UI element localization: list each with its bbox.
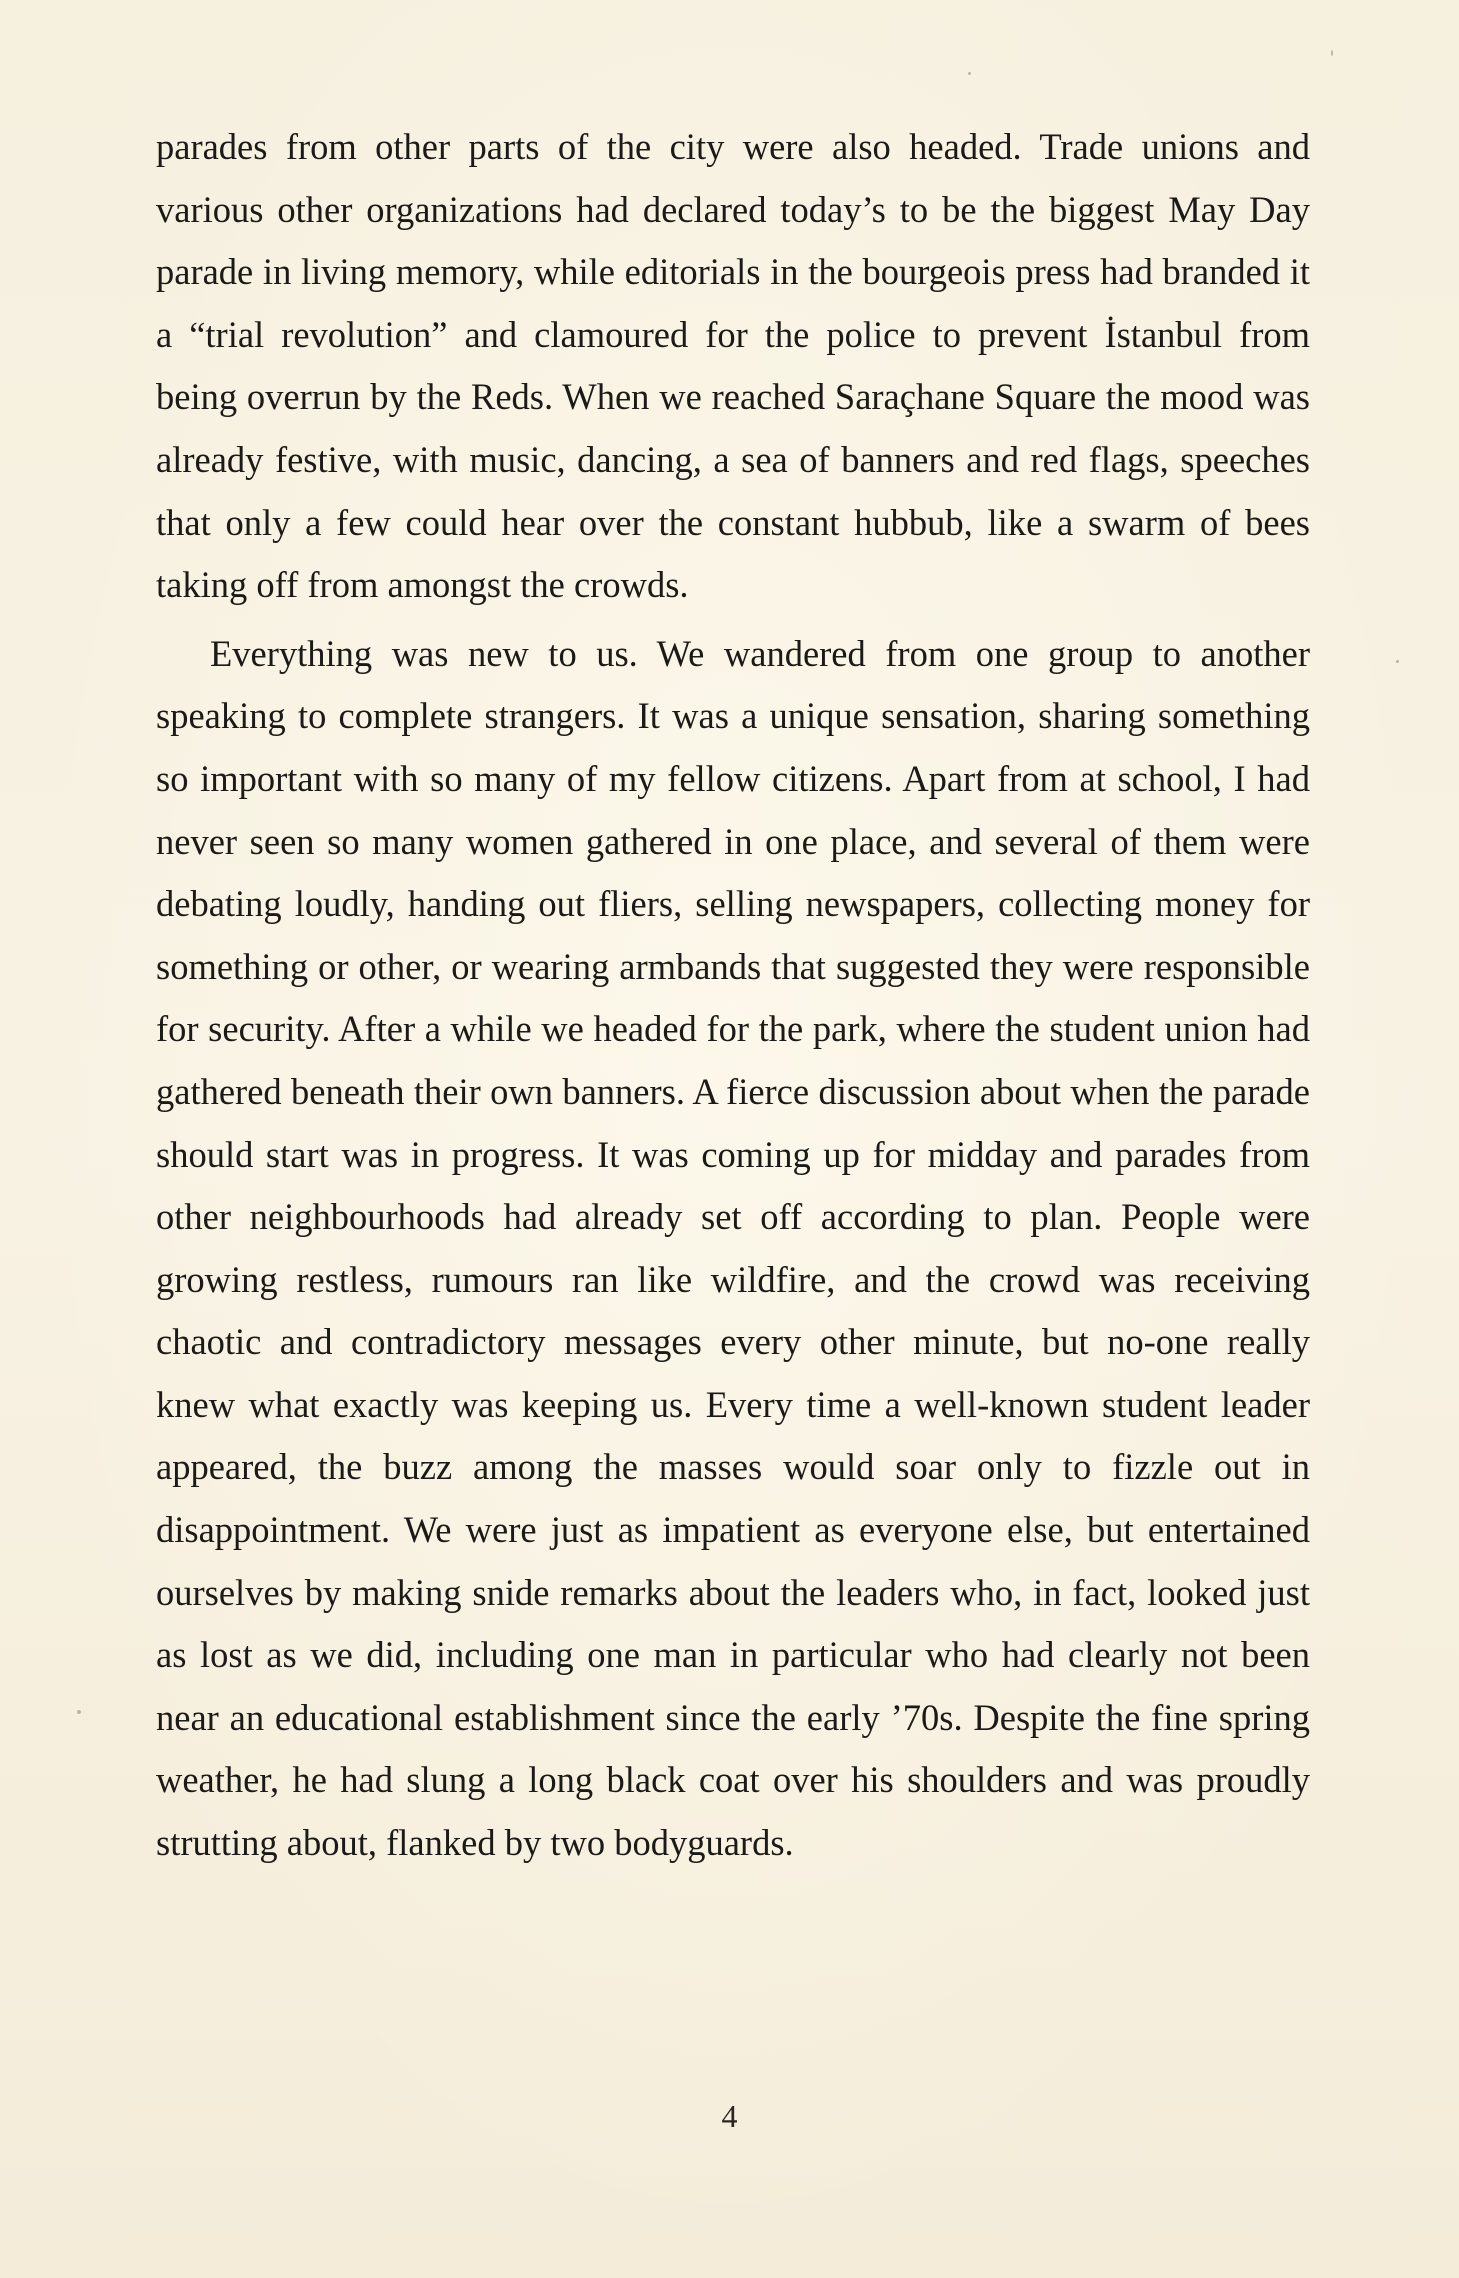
body-text: [156, 116, 1310, 1875]
page-number: 4: [721, 2098, 738, 2134]
paper-speck: [968, 72, 971, 75]
paragraph-continued: parades from other parts of the city were also headed. Trade unions and various other organizations had declared today’s to be the biggest May Day parade in living memory, while editorials in the bourgeois press had branded it a “trial revolution” and clamoured for the police to prevent İstanbul from being overrun by the Reds. When we reached Saraçhane Square the mood was already festive, with music, dancing, a sea of banners and red flags, speeches that only a few could hear over the constant hubbub, like a swarm of bees taking off from amongst the crowds.: [156, 126, 1310, 606]
paper-speck: [1396, 660, 1399, 663]
paper-speck: [77, 1710, 81, 1714]
paragraph: Everything was new to us. We wandered from one group to another speaking to complete strangers. It was a unique sensation, sharing something so important with so many of my fellow citizens. Apart from at school, I had never seen so many women gathered in one place, and several of them were debating loudly, handing out fliers, selling newspapers, collecting money for something or other, or wearing armbands that suggested they were responsible for security. After a while we headed for the park, where the student union had gathered beneath their own banners. A fierce discussion about when the parade should start was in progress. It was coming up for midday and parades from other neighbourhoods had already set off according to plan. People were growing restless, rumours ran like wildfire, and the crowd was receiving chaotic and contradictory messages every other minute, but no-one really knew what exactly was keeping us. Every time a well-known student leader appeared, the buzz among the masses would soar only to fizzle out in disappointment. We were just as impatient as everyone else, but entertained ourselves by making snide remarks about the leaders who, in fact, looked just as lost as we did, including one man in particular who had clearly not been near an educational establishment since the early ’70s. Despite the fine spring weather, he had slung a long black coat over his shoulders and was proudly strutting about, flanked by two bodyguards.: [156, 632, 1310, 1864]
paper-speck: [1331, 50, 1333, 56]
